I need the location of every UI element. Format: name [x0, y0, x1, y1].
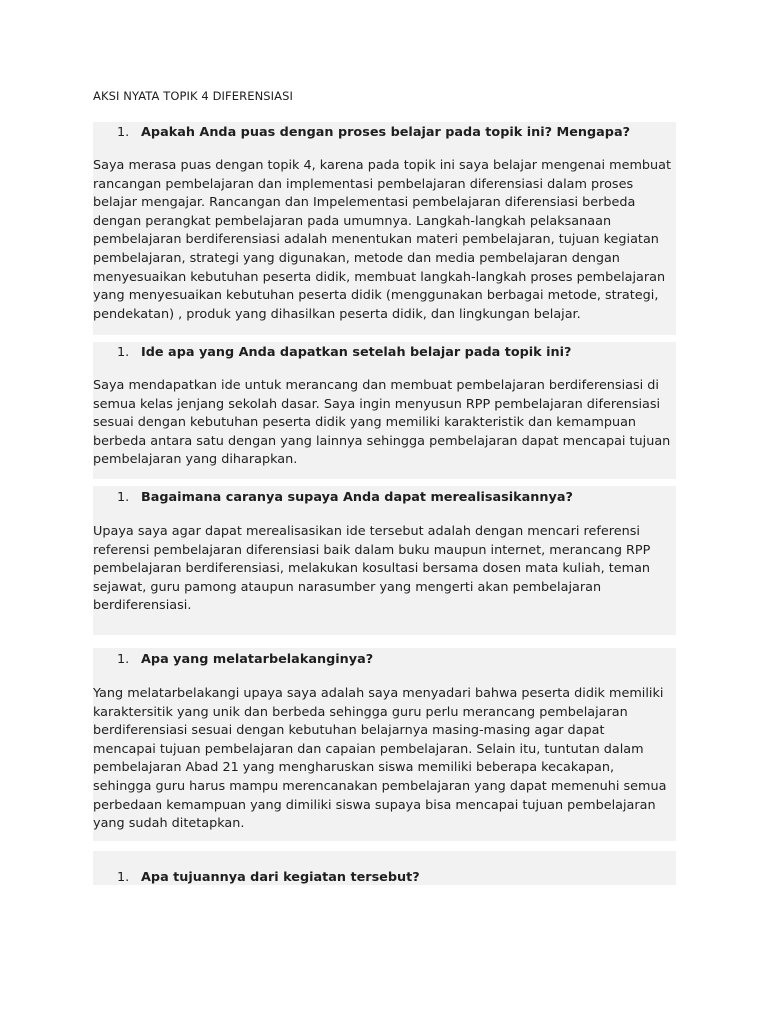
answer-line: yang menyesuaikan kebutuhan peserta didik (menggunakan berbagai metode, strategi, — [93, 288, 659, 304]
answer-line: karaktersitik yang unik dan berbeda sehingga guru perlu merancang pembelajaran — [93, 704, 628, 720]
answer-line: sesuai dengan kebutuhan peserta didik yang memiliki karakteristik dan kemampuan — [93, 415, 637, 431]
answer-line: pembelajaran berdiferensiasi, melakukan kosultasi bersama dosen mata kuliah, teman — [93, 561, 651, 577]
answer-4 — [93, 685, 676, 834]
question-3 — [93, 486, 676, 508]
answer-line: semua kelas jenjang sekolah dasar. Saya ingin menyusun RPP pembelajaran diferensiasi — [93, 396, 661, 412]
answer-line: Yang melatarbelakangi upaya saya adalah saya menyadari bahwa peserta didik memiliki — [93, 686, 664, 701]
answer-line: pembelajaran berdiferensiasi adalah menentukan materi pembelajaran, tujuan kegiatan — [93, 232, 659, 248]
question-text: Apa yang melatarbelakanginya? — [141, 651, 374, 667]
answer-line: perbedaan kemampuan yang dimiliki siswa supaya bisa mencapai tujuan pembelajaran — [93, 797, 656, 813]
document-title: AKSI NYATA TOPIK 4 DIFERENSIASI — [93, 89, 294, 103]
question-text: Ide apa yang Anda dapatkan setelah belajar pada topik ini? — [141, 344, 572, 360]
question-number: 1. — [117, 869, 130, 885]
answer-line: Saya merasa puas dengan topik 4, karena pada topik ini saya belajar mengenai membuat — [93, 158, 672, 173]
question-text: Apakah Anda puas dengan proses belajar pada topik ini? Mengapa? — [141, 124, 631, 140]
answer-line: belajar mengajar. Rancangan dan Impelementasi pembelajaran diferensiasi berbeda — [93, 195, 636, 211]
question-2 — [93, 341, 676, 363]
answer-line: berbeda antara satu dengan yang lainnya sehingga pembelajaran dapat mencapai tujuan — [93, 433, 671, 449]
question-number: 1. — [117, 344, 130, 360]
answer-line: Upaya saya agar dapat merealisasikan ide tersebut adalah dengan mencari referensi — [93, 524, 640, 539]
answer-line: pembelajaran Abad 21 yang mengharuskan siswa memiliki beberapa kecakapan, — [93, 760, 615, 776]
question-text: Bagaimana caranya supaya Anda dapat merealisasikannya? — [141, 489, 573, 505]
question-1 — [93, 121, 676, 143]
answer-line: berdiferensiasi. — [93, 598, 192, 614]
answer-line: yang sudah ditetapkan. — [93, 816, 245, 832]
question-number: 1. — [117, 489, 130, 505]
question-text: Apa tujuannya dari kegiatan tersebut? — [141, 869, 420, 885]
answer-line: pembelajaran yang diharapkan. — [93, 452, 298, 468]
answer-line: pendekatan) , produk yang dihasilkan peserta didik, dan lingkungan belajar. — [93, 306, 581, 322]
answer-line: menyesuaikan kebutuhan peserta didik, membuat langkah-langkah proses pembelajaran — [93, 269, 666, 285]
answer-line: sejawat, guru pamong ataupun narasumber yang mengerti akan pembelajaran — [93, 579, 602, 595]
answer-3 — [93, 523, 676, 616]
question-number: 1. — [117, 124, 130, 140]
answer-1 — [93, 157, 676, 324]
answer-line: pembelajaran, strategi yang digunakan, metode dan media pembelajaran dengan — [93, 250, 620, 266]
answer-line: mencapai tujuan pembelajaran dan capaian pembelajaran. Selain itu, tuntutan dalam — [93, 741, 644, 757]
question-5 — [93, 866, 676, 888]
answer-line: sehingga guru harus mampu merencanakan pembelajaran yang dapat memenuhi semua — [93, 778, 667, 794]
answer-line: dengan perangkat pembelajaran pada umumnya. Langkah-langkah pelaksanaan — [93, 213, 612, 229]
question-number: 1. — [117, 651, 130, 667]
answer-line: referensi pembelajaran diferensiasi baik dalam buku maupun internet, merancang RPP — [93, 542, 651, 558]
answer-line: rancangan pembelajaran dan implementasi pembelajaran diferensiasi dalam proses — [93, 176, 634, 192]
question-4 — [93, 648, 676, 670]
answer-line: berdiferensiasi sesuai dengan kebutuhan belajarnya masing-masing agar dapat — [93, 723, 605, 739]
answer-line: Saya mendapatkan ide untuk merancang dan membuat pembelajaran berdiferensiasi di — [93, 378, 659, 393]
answer-2 — [93, 377, 676, 470]
